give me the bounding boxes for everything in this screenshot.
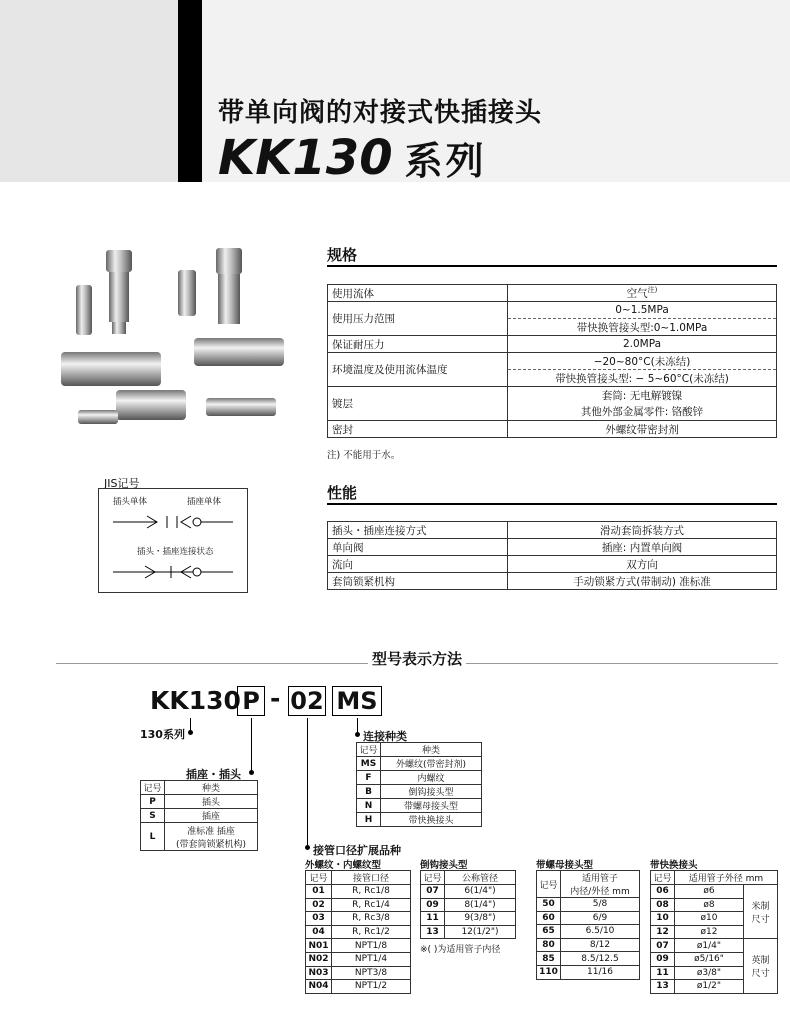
jis-single-symbol: [99, 507, 247, 537]
table-row: 06 ø6 米制 尺寸: [651, 885, 778, 899]
socket-plug-label: 插座・插头: [186, 768, 241, 781]
performance-divider: [327, 503, 777, 505]
jis-connected-symbol: [99, 557, 247, 587]
connection-type-label: 连接种类: [363, 730, 407, 743]
table-row: P 插头: [141, 795, 258, 809]
table-row: [328, 353, 777, 370]
table-row: 07 6(1/4"): [421, 885, 516, 899]
jis-socket-label: 插座单体: [187, 497, 222, 507]
spec-val: 0~1.5MPa: [508, 302, 777, 319]
table-row: N04 NPT1/2: [306, 980, 411, 994]
barb-table: 记号 公称管径 07 6(1/4") 09 8(1/4") 11 9(3/8") 13 12(1/2"): [420, 870, 516, 939]
spec-key: 镀层: [328, 387, 508, 421]
thread-table-title: 外螺纹・内螺纹型: [305, 860, 382, 871]
barb-note: ※( )为适用管子内径: [420, 945, 501, 955]
perf-key: 插头・插座连接方式: [328, 522, 508, 539]
table-row: [328, 556, 777, 573]
perf-val: 双方向: [508, 556, 777, 573]
spec-val: 其他外部金属零件: 铬酸锌: [508, 404, 777, 421]
table-row: N01 NPT1/8: [306, 939, 411, 953]
table-row: N03 NPT3/8: [306, 966, 411, 980]
table-row: 11 ø3/8": [651, 966, 778, 980]
specs-note: 注) 不能用于水。: [327, 450, 401, 461]
table-row: [328, 539, 777, 556]
jis-symbol-box: [98, 488, 248, 593]
table-row: 02 R, Rc1/4: [306, 898, 411, 912]
table-row: 50 5/8: [537, 898, 640, 912]
series-label: 系列: [404, 139, 487, 183]
table-row: N02 NPT1/4: [306, 952, 411, 966]
spec-val: 空气$^{注)}$: [508, 285, 777, 302]
header-type: 种类: [165, 781, 258, 795]
spec-val: 套筒: 无电解镀镍: [508, 387, 777, 404]
model-base-code: KK130: [150, 686, 241, 715]
spec-key: 环境温度及使用流体温度: [328, 353, 508, 387]
header-black-bar: [178, 0, 202, 182]
table-row: 09 ø5/16": [651, 952, 778, 966]
spec-val: 带快换管接头型:0~1.0MPa: [508, 319, 777, 336]
perf-key: 套筒锁紧机构: [328, 573, 508, 590]
port-size-label: 接管口径扩展品种: [313, 844, 401, 857]
table-row: 60 6/9: [537, 911, 640, 925]
table-row: F 内螺纹: [357, 771, 482, 785]
table-row: [328, 285, 777, 302]
nut-table: 记号 适用管子 内径/外径 mm 50 5/8 60 6/9 65 6.5/10 80 8/12 85 8.5/12.5 110 11/16: [536, 870, 640, 980]
connection-table: 记号 种类 MS 外螺纹(带密封剂) F 内螺纹 B 倒钩接头型 N 带螺母接头型 H 带快换接头: [356, 742, 482, 827]
table-row: B 倒钩接头型: [357, 785, 482, 799]
table-row: 10 ø10: [651, 912, 778, 926]
header-gray-band: [0, 0, 178, 182]
inch-group: 英制 尺寸: [744, 939, 778, 993]
model-ms-box: MS: [332, 686, 382, 716]
spec-val: 带快换管接头型: − 5~60°C(未冻结): [508, 370, 777, 387]
model-title: [218, 130, 487, 186]
spec-key: 使用流体: [328, 285, 508, 302]
performance-heading: 性能: [327, 484, 358, 502]
metric-group: 米制 尺寸: [744, 885, 778, 939]
specs-table: [327, 284, 777, 438]
table-row: [328, 302, 777, 319]
spec-val: −20~80°C(未冻结): [508, 353, 777, 370]
spec-key: 保证耐压力: [328, 336, 508, 353]
table-row: 13 12(1/2"): [421, 925, 516, 939]
table-row: [328, 336, 777, 353]
perf-val: 滑动套筒拆装方式: [508, 522, 777, 539]
table-row: L 准标准 插座 (带套筒锁紧机构): [141, 823, 258, 851]
table-row: 04 R, Rc1/2: [306, 925, 411, 939]
quick-table-title: 带快换接头: [650, 860, 698, 871]
barb-table-title: 倒钩接头型: [420, 860, 468, 871]
model-p-box: P: [237, 686, 265, 716]
nut-table-title: 带螺母接头型: [536, 860, 594, 871]
table-row: 11 9(3/8"): [421, 912, 516, 926]
table-row: [328, 573, 777, 590]
table-row: 12 ø12: [651, 925, 778, 939]
spec-val: 外螺纹带密封剂: [508, 421, 777, 438]
perf-val: 手动锁紧方式(带制动) 准标准: [508, 573, 777, 590]
specs-heading: 规格: [327, 246, 358, 264]
specs-divider: [327, 265, 777, 267]
series-130-label: 130系列: [140, 728, 185, 741]
performance-table: [327, 521, 777, 590]
spec-val: 2.0MPa: [508, 336, 777, 353]
table-row: 07 ø1/4" 英制 尺寸: [651, 939, 778, 953]
table-row: 01 R, Rc1/8: [306, 885, 411, 899]
product-image: [56, 240, 296, 450]
jis-connected-label: 插头・插座连接状态: [137, 547, 214, 557]
table-row: H 带快换接头: [357, 813, 482, 827]
thread-table: 记号 接管口径 01 R, Rc1/8 02 R, Rc1/4 03 R, Rc3/8 04 R, Rc1/2 N01 NPT1/8 N02 NPT1/4 N03 NPT3/8 N04 NPT1/2: [305, 870, 411, 994]
table-row: S 插座: [141, 809, 258, 823]
model-size-box: 02: [288, 686, 326, 716]
model-code: KK130: [218, 130, 393, 186]
perf-key: 单向阀: [328, 539, 508, 556]
jis-label: JIS记号: [104, 477, 140, 490]
table-row: 08 ø8: [651, 898, 778, 912]
jis-plug-label: 插头单体: [113, 497, 148, 507]
table-row: 110 11/16: [537, 965, 640, 979]
table-row: [328, 421, 777, 438]
page-title: 带单向阀的对接式快插接头: [218, 98, 543, 128]
table-row: 03 R, Rc3/8: [306, 912, 411, 926]
socket-plug-table: [140, 780, 258, 851]
table-row: 80 8/12: [537, 938, 640, 952]
table-row: MS 外螺纹(带密封剂): [357, 757, 482, 771]
table-row: N 带螺母接头型: [357, 799, 482, 813]
model-notation-heading: 型号表示方法: [368, 648, 466, 669]
model-dash: -: [270, 684, 281, 713]
spec-key: 密封: [328, 421, 508, 438]
header-code: 记号: [141, 781, 165, 795]
table-row: 13 ø1/2": [651, 980, 778, 994]
table-row: 85 8.5/12.5: [537, 952, 640, 966]
table-row: [328, 522, 777, 539]
perf-key: 流向: [328, 556, 508, 573]
spec-key: 使用压力范围: [328, 302, 508, 336]
table-row: [328, 387, 777, 404]
quick-table: 记号 适用管子外径 mm 06 ø6 米制 尺寸 08 ø8 10 ø10 12 ø12 07 ø1/4" 英制 尺寸 09 ø5/16" 11 ø3/8" 13 ø1/2": [650, 870, 778, 994]
perf-val: 插座: 内置单向阀: [508, 539, 777, 556]
table-row: 65 6.5/10: [537, 925, 640, 939]
table-row: 09 8(1/4"): [421, 898, 516, 912]
